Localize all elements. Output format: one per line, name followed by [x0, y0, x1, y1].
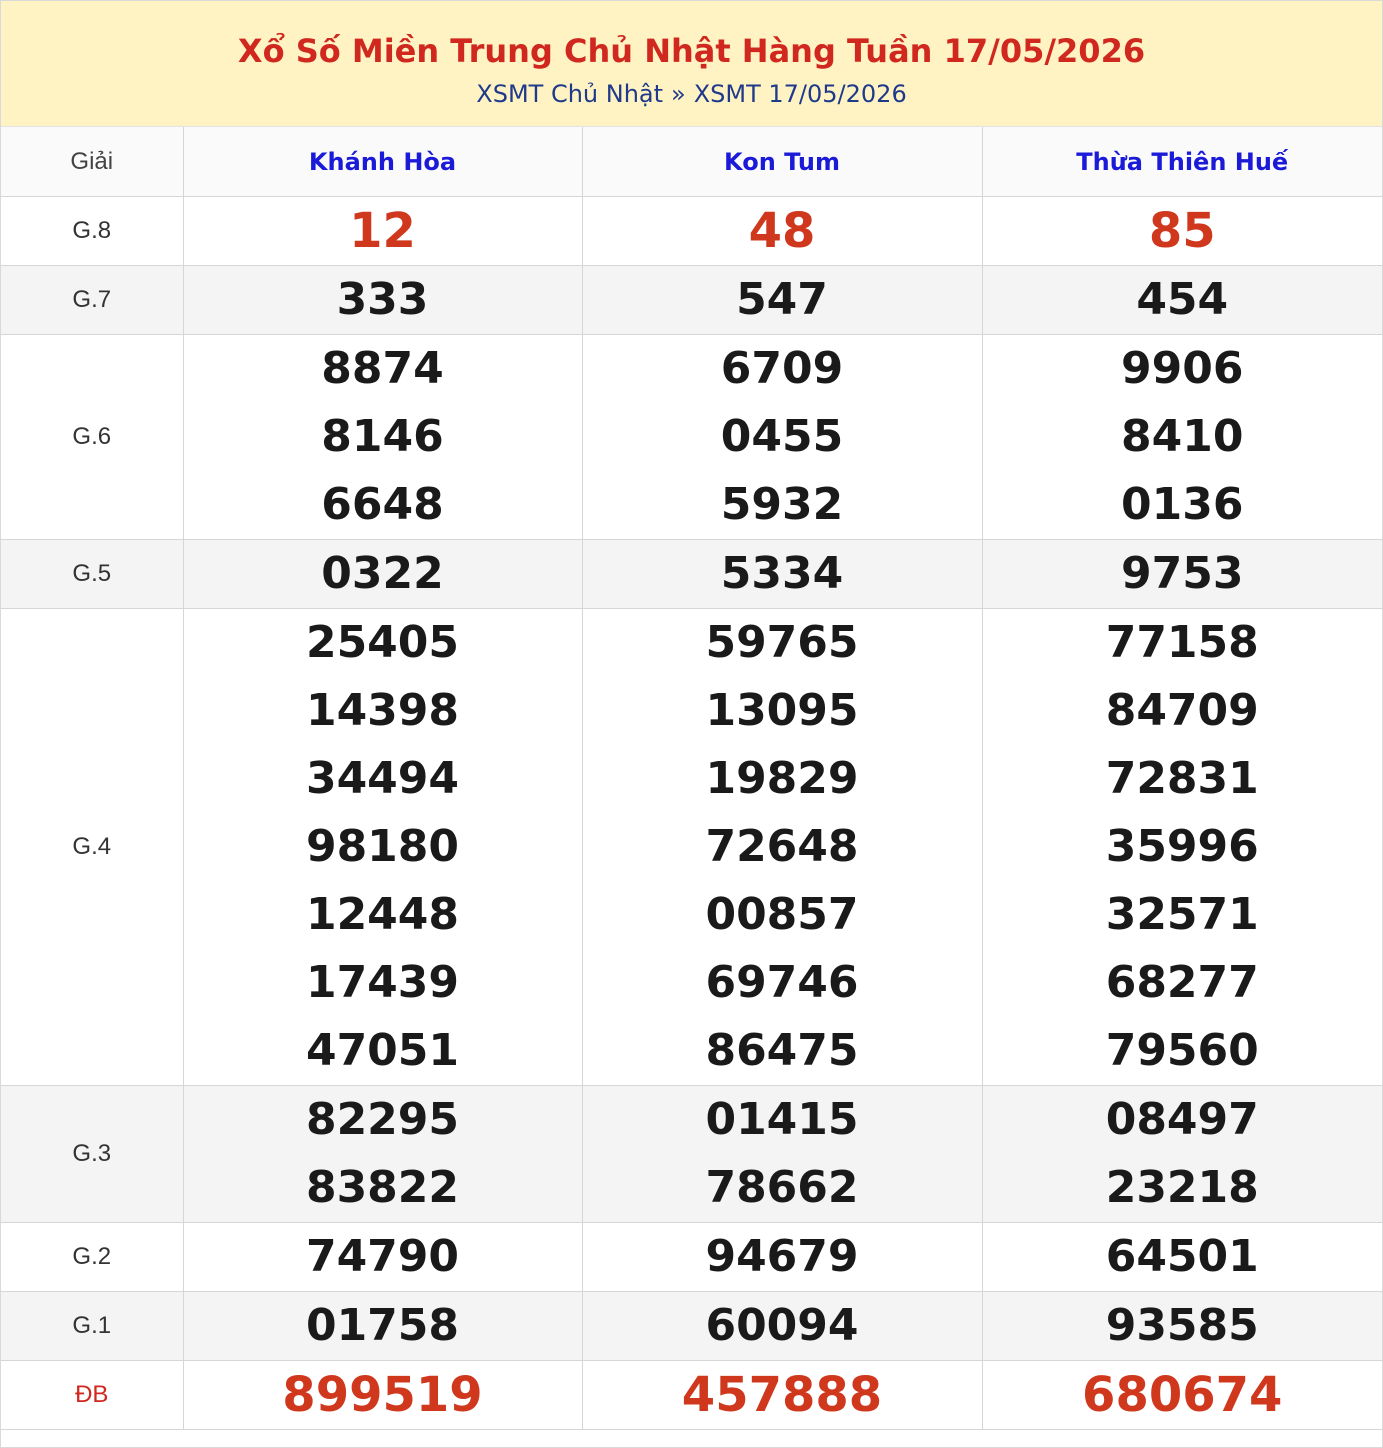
prize-label-g6: G.6	[1, 335, 183, 540]
table-row	[1, 540, 1382, 609]
prize-number: 680674	[1082, 1367, 1283, 1423]
prize-cell-g5-col0	[183, 540, 582, 609]
prize-cell-g2-col2	[982, 1223, 1382, 1292]
prize-number: 68277	[1105, 957, 1259, 1008]
prize-number: 9906	[1121, 343, 1244, 394]
prize-number: 6709	[720, 343, 844, 394]
prize-number: 34494	[305, 753, 460, 804]
prize-number: 93585	[1105, 1300, 1259, 1351]
prize-cell-g5-col2	[982, 540, 1382, 609]
results-table	[1, 127, 1382, 1430]
prize-number: 82295	[305, 1094, 460, 1145]
prize-cell-g6-col2	[982, 335, 1382, 540]
prize-cell-g6-col0	[183, 335, 582, 540]
prize-number: 00857	[705, 889, 859, 940]
prize-number: 84709	[1105, 685, 1259, 736]
column-header-kon-tum[interactable]: Kon Tum	[582, 127, 982, 197]
prize-number: 0455	[720, 411, 844, 462]
prize-number: 08497	[1105, 1094, 1259, 1145]
breadcrumb	[1, 79, 1382, 109]
prize-cell-db-col0	[183, 1361, 582, 1430]
prize-number: 0136	[1121, 479, 1244, 530]
prize-cell-g2-col0	[183, 1223, 582, 1292]
breadcrumb-link-sunday[interactable]: XSMT Chủ Nhật	[476, 80, 664, 108]
table-header-row	[1, 127, 1382, 197]
prize-number: 8146	[321, 411, 444, 462]
prize-number: 01415	[705, 1094, 859, 1145]
table-row	[1, 197, 1382, 266]
prize-number: 9753	[1121, 548, 1244, 599]
prize-cell-g4-col1	[582, 609, 982, 1086]
prize-cell-g4-col0	[183, 609, 582, 1086]
prize-cell-g2-col1	[582, 1223, 982, 1292]
prize-label-g8: G.8	[1, 197, 183, 266]
prize-number: 48	[748, 203, 816, 259]
prize-number: 457888	[681, 1367, 883, 1423]
prize-number: 25405	[305, 617, 460, 668]
prize-number: 8874	[321, 343, 444, 394]
prize-label-g2: G.2	[1, 1223, 183, 1292]
prize-cell-g3-col2	[982, 1086, 1382, 1223]
prize-number: 60094	[705, 1300, 859, 1351]
prize-number: 17439	[305, 957, 460, 1008]
prize-number: 79560	[1105, 1025, 1259, 1076]
prize-number: 8410	[1121, 411, 1244, 462]
breadcrumb-separator: »	[671, 80, 686, 108]
prize-number: 74790	[305, 1231, 460, 1282]
prize-number: 6648	[321, 479, 444, 530]
prize-cell-g1-col2	[982, 1292, 1382, 1361]
prize-number: 547	[736, 274, 828, 325]
prize-cell-g4-col2	[982, 609, 1382, 1086]
prize-label-g3: G.3	[1, 1086, 183, 1223]
prize-number: 01758	[305, 1300, 460, 1351]
prize-cell-g7-col0	[183, 266, 582, 335]
prize-cell-g1-col0	[183, 1292, 582, 1361]
prize-number: 333	[336, 274, 429, 325]
prize-number: 85	[1148, 203, 1216, 259]
prize-number: 64501	[1105, 1231, 1259, 1282]
prize-cell-g8-col2	[982, 197, 1382, 266]
table-row	[1, 266, 1382, 335]
prize-number: 78662	[705, 1162, 859, 1213]
prize-cell-g8-col0	[183, 197, 582, 266]
prize-number: 32571	[1105, 889, 1259, 940]
prize-number: 47051	[305, 1025, 460, 1076]
prize-cell-g1-col1	[582, 1292, 982, 1361]
results-header	[1, 1, 1382, 127]
prize-number: 72648	[705, 821, 859, 872]
prize-number: 12	[349, 203, 416, 259]
prize-cell-g5-col1	[582, 540, 982, 609]
table-row	[1, 609, 1382, 1086]
prize-cell-db-col1	[582, 1361, 982, 1430]
table-row	[1, 1361, 1382, 1430]
prize-number: 14398	[305, 685, 460, 736]
prize-number: 69746	[705, 957, 859, 1008]
column-header-khanh-hoa[interactable]: Khánh Hòa	[183, 127, 582, 197]
prize-label-g4: G.4	[1, 609, 183, 1086]
prize-number: 899519	[282, 1367, 483, 1423]
prize-number: 94679	[705, 1231, 859, 1282]
prize-number: 77158	[1105, 617, 1259, 668]
prize-number: 0322	[321, 548, 444, 599]
prize-cell-g6-col1	[582, 335, 982, 540]
prize-label-g5: G.5	[1, 540, 183, 609]
table-row	[1, 1292, 1382, 1361]
prize-number: 5932	[720, 479, 844, 530]
prize-cell-g3-col1	[582, 1086, 982, 1223]
prize-number: 35996	[1105, 821, 1259, 872]
prize-number: 5334	[720, 548, 844, 599]
table-row	[1, 335, 1382, 540]
prize-number: 13095	[705, 685, 859, 736]
prize-label-db: ĐB	[1, 1361, 183, 1430]
column-header-prize: Giải	[1, 127, 183, 197]
breadcrumb-link-date[interactable]: XSMT 17/05/2026	[693, 80, 907, 108]
table-row	[1, 1223, 1382, 1292]
prize-number: 98180	[305, 821, 460, 872]
prize-label-g1: G.1	[1, 1292, 183, 1361]
prize-number: 19829	[705, 753, 859, 804]
prize-cell-g7-col1	[582, 266, 982, 335]
prize-number: 454	[1136, 274, 1229, 325]
prize-number: 86475	[705, 1025, 859, 1076]
prize-number: 12448	[305, 889, 460, 940]
prize-cell-g7-col2	[982, 266, 1382, 335]
prize-cell-g3-col0	[183, 1086, 582, 1223]
table-row	[1, 1086, 1382, 1223]
prize-number: 59765	[705, 617, 859, 668]
prize-number: 23218	[1105, 1162, 1259, 1213]
page-title: Xổ Số Miền Trung Chủ Nhật Hàng Tuần 17/05/2026	[237, 32, 1146, 70]
prize-label-g7: G.7	[1, 266, 183, 335]
prize-number: 83822	[305, 1162, 460, 1213]
column-header-thua-thien-hue[interactable]: Thừa Thiên Huế	[982, 127, 1382, 197]
prize-cell-db-col2	[982, 1361, 1382, 1430]
prize-number: 72831	[1105, 753, 1259, 804]
prize-cell-g8-col1	[582, 197, 982, 266]
